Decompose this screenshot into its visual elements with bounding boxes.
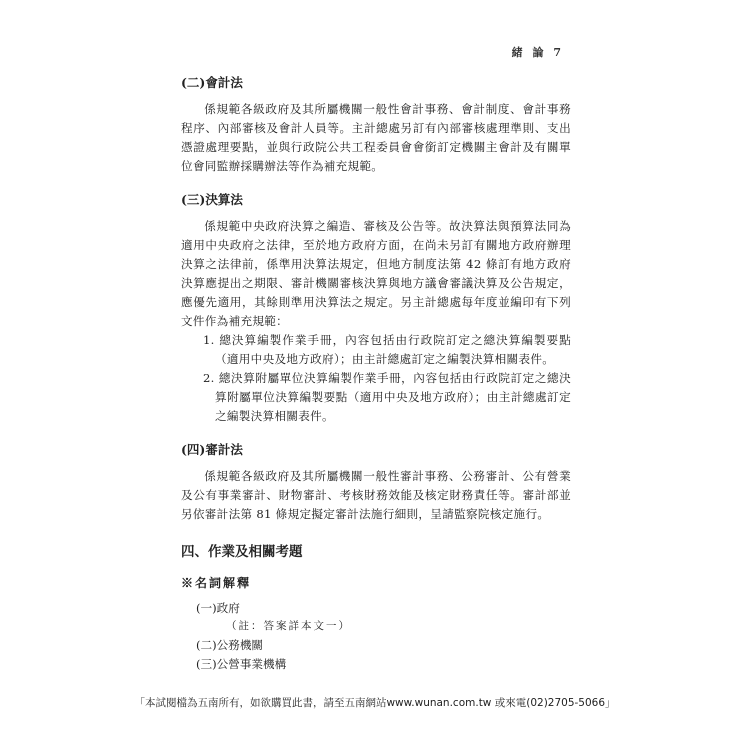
list-item: 1. 總決算編製作業手冊，內容包括由行政院訂定之總決算編製要點（適用中央及地方政府）；由主計總處訂定之編製決算相關表件。 xyxy=(203,333,571,366)
final-accounts-list xyxy=(181,331,571,426)
section-title-audit-act: (四)審計法 xyxy=(181,442,243,457)
section-title-final-accounts-act: (三)決算法 xyxy=(181,192,243,207)
running-head: 緒 論 7 xyxy=(511,46,564,59)
page-content xyxy=(181,72,571,674)
term-item-state-enterprise: (三)公營事業機構 xyxy=(196,657,287,671)
section-paragraph-audit-act: 係規範各級政府及其所屬機關一般性審計事務、公務審計、公有營業及公有事業審計、財物審計、考核財務效能及核定財務責任等。審計部並另依審計法第 81 條規定擬定審計法施行細則，呈請監察院核定施行。 xyxy=(181,469,571,521)
section-paragraph-accounting-act: 係規範各級政府及其所屬機關一般性會計事務、會計制度、會計事務程序、內部審核及會計人員等。主計總處另訂有內部審核處理準則、支出憑證處理要點，並與行政院公共工程委員會會銜訂定機關主會計及有關單位會同監辦採購辦法等作為補充規範。 xyxy=(181,102,571,173)
term-item-government: (一)政府 xyxy=(196,601,240,615)
terms-heading: ※名詞解釋 xyxy=(181,576,252,590)
footer-notice: 「本試閱檔為五南所有，如欲購買此書，請至五南網站www.wunan.com.tw 或來電(02)2705-5066」 xyxy=(134,697,616,709)
section-paragraph-final-accounts-act: 係規範中央政府決算之編造、審核及公告等。故決算法與預算法同為適用中央政府之法律，至於地方政府方面，在尚未另訂有關地方政府辦理決算之法律前，係準用決算法規定，但地方制度法第 42 條訂有地方政府決算應提出之期限、審計機關審核決算與地方議會審議決算及公告規定，應優先適用，其餘則準用決算法之規定。另主計總處每年度並編印有下列文件作為補充規範： xyxy=(181,219,571,328)
answer-note: （註：答案詳本文一） xyxy=(226,620,351,632)
chapter-heading: 四、作業及相關考題 xyxy=(181,544,303,560)
section-title-accounting-act: (二)會計法 xyxy=(181,75,243,90)
list-item: 2. 總決算附屬單位決算編製作業手冊，內容包括由行政院訂定之總決算附屬單位決算編製要點（適用中央及地方政府）；由主計總處訂定之編製決算相關表件。 xyxy=(203,371,571,423)
term-item-public-agency: (二)公務機關 xyxy=(196,638,264,652)
